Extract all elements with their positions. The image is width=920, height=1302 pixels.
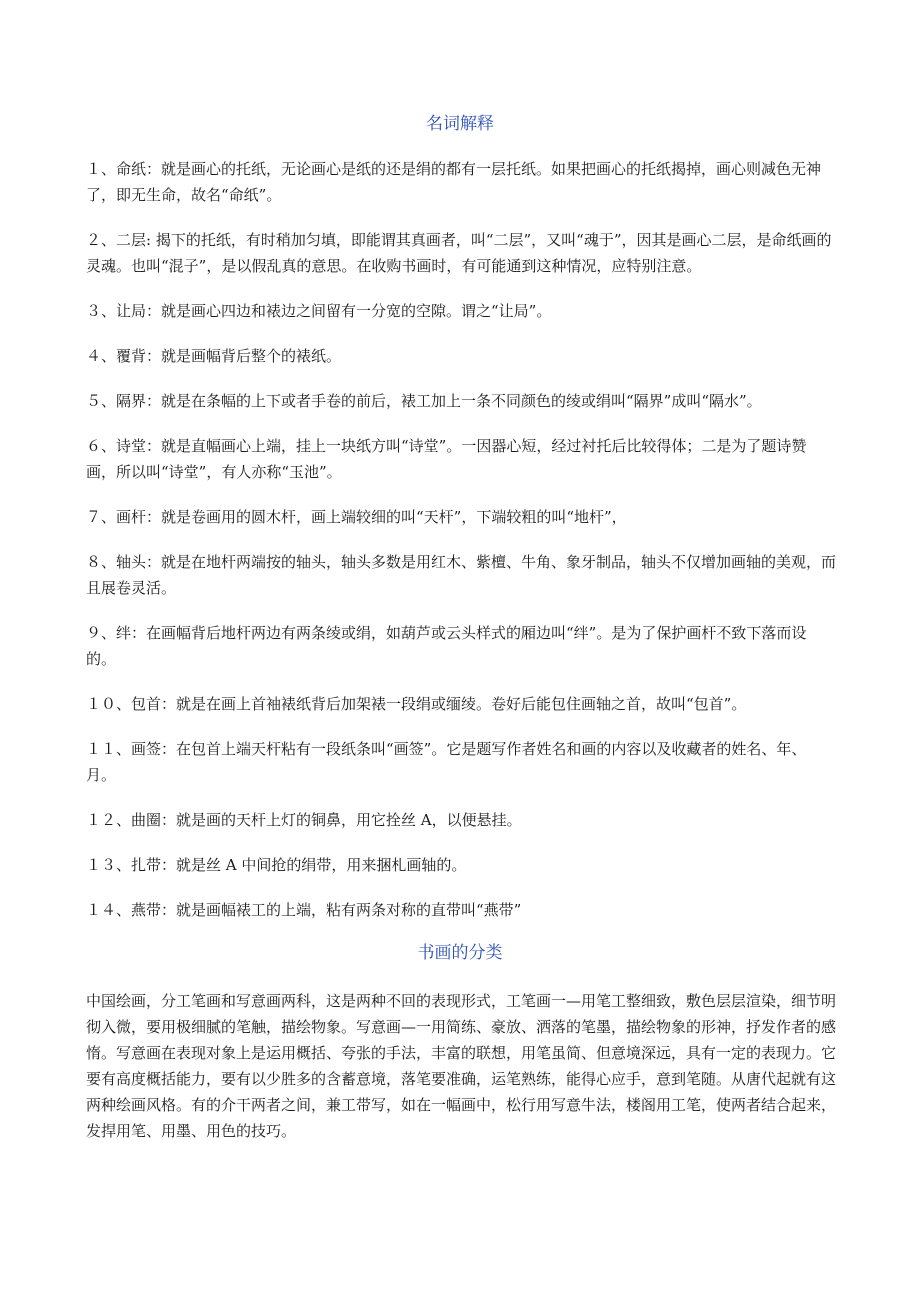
term-item-5: ５、隔界：就是在条幅的上下或者手卷的前后，裱工加上一条不同颜色的绫或绢叫“隔界”成叫“隔水”。 xyxy=(86,392,762,410)
term-item-7: ７、画杆：就是卷画用的圆木杆，画上端较细的叫“天杆”，下端较粗的叫“地杆”， xyxy=(86,508,627,526)
term-item-2: ２、二层: 揭下的托纸，有时稍加匀填，即能谓其真画者，叫“二层”，又叫“魂于”，因其是画心二层，是命纸画的灵魂。也叫“混子”，是以假乱真的意思。在收购书画时，有可能通到这种情况，应特别注意。 xyxy=(86,231,832,275)
classification-paragraph: 中国绘画，分工笔画和写意画两科，这是两种不回的表现形式，工笔画一—用笔工整细致，敷色层层渲染，细节明彻入微，要用极细腻的笔触，描绘物象。写意画—一用简练、豪放、洒落的笔墨，描绘物象的形神，抒发作者的感惰。写意画在表现对象上是运用概括、夸张的手法，丰富的联想，用笔虽简、但意境深远，具有一定的表现力。它要有高度概括能力，要有以少胜多的含蓄意境，落笔要准确，运笔熟练，能得心应手，意到笔随。从唐代起就有这两种绘画风格。有的介干两者之间，兼工带写，如在一幅画中，松行用写意牛法，楼阁用工笔，使两者结合起来，发捍用笔、用墨、用色的技巧。 xyxy=(86,992,837,1140)
term-item-14: １４、燕带：就是画幅裱工的上端，粘有两条对称的直带叫“燕带” xyxy=(86,901,522,919)
term-item-1: １、命纸：就是画心的托纸，无论画心是纸的还是绢的都有一层托纸。如果把画心的托纸揭掉，画心则减色无神了，即无生命，故名“命纸”。 xyxy=(86,160,822,204)
term-item-12: １２、曲圈：就是画的天杆上灯的铜鼻，用它拴丝 A，以便悬挂。 xyxy=(86,811,522,829)
term-item-13: １３、扎带：就是丝 A 中间抢的绢带，用来捆札画轴的。 xyxy=(86,856,467,874)
section-title-terms: 名词解释 xyxy=(426,114,494,134)
term-item-8: ８、轴头：就是在地杆两端按的轴头，轴头多数是用红木、紫檀、牛角、象牙制品，轴头不仅增加画轴的美观，而且展卷灵活。 xyxy=(86,553,837,597)
term-item-11: １１、画签：在包首上端天杆粘有一段纸条叫“画签”。它是题写作者姓名和画的内容以及收藏者的姓名、年、月。 xyxy=(86,740,807,784)
term-item-4: ４、覆背：就是画幅背后整个的裱纸。 xyxy=(86,347,342,365)
term-item-10: １０、包首：就是在画上首袖裱纸背后加架裱一段绢或缅绫。卷好后能包住画轴之首，故叫“包首”。 xyxy=(86,695,747,713)
term-item-9: ９、绊：在画幅背后地杆两边有两条绫或绢，如葫芦或云头样式的厢边叫“绊”。是为了保护画杆不致下落而设的。 xyxy=(86,624,807,668)
term-item-3: ３、让局：就是画心四边和裱边之间留有一分宽的空隙。谓之“让局”。 xyxy=(86,302,552,320)
term-item-6: ６、诗堂：就是直幅画心上端，挂上一块纸方叫“诗堂”。一因器心短，经过衬托后比较得体；二是为了题诗赞画，所以叫“诗堂”，有人亦称“玉池”。 xyxy=(86,437,807,481)
section-title-classification: 书画的分类 xyxy=(417,943,503,963)
